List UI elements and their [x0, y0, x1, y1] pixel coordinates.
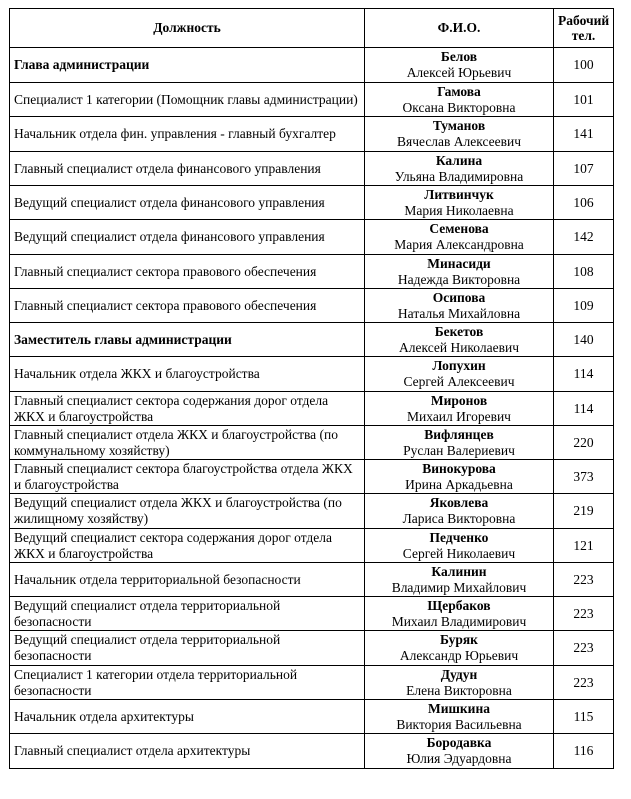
phone-cell: 100: [554, 48, 614, 83]
phone-cell: 373: [554, 460, 614, 494]
table-row: [10, 186, 614, 220]
surname: Семенова: [429, 221, 489, 236]
name-cell: [365, 186, 554, 220]
table-row: [10, 83, 614, 117]
surname: Буряк: [440, 632, 478, 647]
surname: Дудун: [440, 666, 478, 682]
given-names: Михаил Игоревич: [407, 408, 511, 424]
table-row: [10, 700, 614, 734]
phone-cell: 116: [554, 734, 614, 769]
phone-cell: 108: [554, 255, 614, 289]
name-cell: [365, 357, 554, 392]
surname: Миронов: [430, 392, 488, 408]
name-cell: [365, 117, 554, 152]
given-names: Наталья Михайловна: [397, 305, 521, 321]
position-cell: Специалист 1 категории (Помощник главы администрации): [10, 83, 365, 117]
surname: Лопухин: [432, 358, 486, 373]
position-cell: Главный специалист сектора содержания дорог отдела ЖКХ и благоустройства: [10, 392, 365, 426]
phone-cell: 220: [554, 426, 614, 460]
position-cell: Главный специалист сектора благоустройства отдела ЖКХ и благоустройства: [10, 460, 365, 494]
surname: Мишкина: [427, 700, 490, 716]
header-row: [10, 9, 614, 48]
position-cell: Ведущий специалист отдела территориальной безопасности: [10, 597, 365, 631]
surname: Калинин: [431, 563, 487, 579]
table-row: [10, 152, 614, 186]
given-names: Юлия Эдуардовна: [406, 751, 512, 766]
name-cell: [365, 83, 554, 117]
table-row: [10, 392, 614, 426]
position-cell: Ведущий специалист отдела финансового управления: [10, 220, 365, 255]
phone-cell: 223: [554, 631, 614, 666]
given-names: Ульяна Владимировна: [394, 168, 524, 184]
given-names: Лариса Викторовна: [402, 511, 516, 526]
surname: Литвинчук: [424, 186, 494, 202]
phone-cell: 106: [554, 186, 614, 220]
given-names: Оксана Викторовна: [402, 99, 516, 115]
table-header: [10, 9, 614, 48]
table-row: [10, 563, 614, 597]
given-names: Владимир Михайлович: [391, 579, 527, 595]
given-names: Алексей Николаевич: [399, 339, 519, 355]
position-cell: Ведущий специалист сектора содержания дорог отдела ЖКХ и благоустройства: [10, 529, 365, 563]
phone-cell: 115: [554, 700, 614, 734]
surname: Бородавка: [426, 735, 492, 750]
given-names: Сергей Николаевич: [402, 545, 516, 561]
phone-cell: 219: [554, 494, 614, 529]
position-cell: Глава администрации: [10, 48, 365, 83]
name-cell: [365, 563, 554, 597]
name-cell: [365, 255, 554, 289]
given-names: Алексей Юрьевич: [406, 65, 512, 80]
phone-cell: 107: [554, 152, 614, 186]
name-column-header: Ф.И.О.: [365, 9, 554, 48]
given-names: Александр Юрьевич: [399, 648, 519, 663]
name-cell: [365, 392, 554, 426]
name-cell: [365, 289, 554, 323]
table-row: [10, 666, 614, 700]
phone-cell: 223: [554, 666, 614, 700]
position-cell: Главный специалист сектора правового обеспечения: [10, 289, 365, 323]
surname: Винокурова: [422, 460, 496, 476]
phone-cell: 142: [554, 220, 614, 255]
surname: Педченко: [429, 529, 489, 545]
name-cell: [365, 48, 554, 83]
position-cell: Главный специалист сектора правового обеспечения: [10, 255, 365, 289]
surname: Вифлянцев: [424, 426, 494, 442]
surname: Яковлева: [429, 495, 489, 510]
given-names: Михаил Владимирович: [391, 613, 527, 629]
position-cell: Главный специалист отдела архитектуры: [10, 734, 365, 769]
position-cell: Начальник отдела ЖКХ и благоустройства: [10, 357, 365, 392]
surname: Бекетов: [434, 323, 484, 339]
surname: Калина: [435, 152, 483, 168]
given-names: Сергей Алексеевич: [403, 374, 515, 389]
phone-cell: 121: [554, 529, 614, 563]
given-names: Надежда Викторовна: [397, 271, 521, 287]
position-cell: Ведущий специалист отдела ЖКХ и благоустройства (по жилищному хозяйству): [10, 494, 365, 529]
phone-cell: 223: [554, 563, 614, 597]
position-cell: Начальник отдела территориальной безопасности: [10, 563, 365, 597]
name-cell: [365, 220, 554, 255]
phone-header-line2: тел.: [571, 28, 596, 43]
surname: Туманов: [432, 118, 486, 133]
table-row: [10, 460, 614, 494]
table-row: [10, 323, 614, 357]
phone-cell: 141: [554, 117, 614, 152]
name-cell: [365, 700, 554, 734]
table-row: [10, 117, 614, 152]
table-row: [10, 597, 614, 631]
position-cell: Ведущий специалист отдела финансового управления: [10, 186, 365, 220]
given-names: Ирина Аркадьевна: [405, 476, 513, 492]
phone-column-header: [554, 9, 614, 48]
phone-cell: 101: [554, 83, 614, 117]
staff-directory-table: [9, 8, 614, 769]
name-cell: [365, 529, 554, 563]
surname: Гамова: [437, 83, 481, 99]
table-row: [10, 220, 614, 255]
given-names: Мария Александровна: [394, 237, 524, 252]
given-names: Виктория Васильевна: [396, 716, 522, 732]
phone-cell: 109: [554, 289, 614, 323]
surname: Щербаков: [427, 597, 491, 613]
surname: Минасиди: [427, 255, 491, 271]
name-cell: [365, 460, 554, 494]
table-row: [10, 426, 614, 460]
given-names: Мария Николаевна: [404, 202, 514, 218]
position-cell: Специалист 1 категории отдела территориальной безопасности: [10, 666, 365, 700]
name-cell: [365, 323, 554, 357]
name-cell: [365, 631, 554, 666]
name-cell: [365, 494, 554, 529]
position-cell: Главный специалист отдела финансового управления: [10, 152, 365, 186]
position-cell: Начальник отдела архитектуры: [10, 700, 365, 734]
table-row: [10, 734, 614, 769]
position-cell: Начальник отдела фин. управления - главный бухгалтер: [10, 117, 365, 152]
table-row: [10, 357, 614, 392]
table-row: [10, 631, 614, 666]
surname: Белов: [440, 49, 478, 64]
table-row: [10, 255, 614, 289]
table-row: [10, 529, 614, 563]
surname: Осипова: [432, 289, 486, 305]
phone-header-line1: Рабочий: [558, 13, 610, 28]
table-row: [10, 48, 614, 83]
position-column-header: Должность: [10, 9, 365, 48]
position-cell: Заместитель главы администрации: [10, 323, 365, 357]
position-cell: Главный специалист отдела ЖКХ и благоустройства (по коммунальному хозяйству): [10, 426, 365, 460]
position-cell: Ведущий специалист отдела территориальной безопасности: [10, 631, 365, 666]
phone-cell: 223: [554, 597, 614, 631]
given-names: Елена Викторовна: [406, 682, 512, 698]
given-names: Вячеслав Алексеевич: [396, 134, 522, 149]
name-cell: [365, 152, 554, 186]
name-cell: [365, 734, 554, 769]
table-body: [10, 48, 614, 769]
table-row: [10, 494, 614, 529]
name-cell: [365, 666, 554, 700]
phone-cell: 114: [554, 392, 614, 426]
phone-cell: 114: [554, 357, 614, 392]
phone-cell: 140: [554, 323, 614, 357]
given-names: Руслан Валериевич: [403, 442, 515, 458]
table-row: [10, 289, 614, 323]
name-cell: [365, 597, 554, 631]
name-cell: [365, 426, 554, 460]
